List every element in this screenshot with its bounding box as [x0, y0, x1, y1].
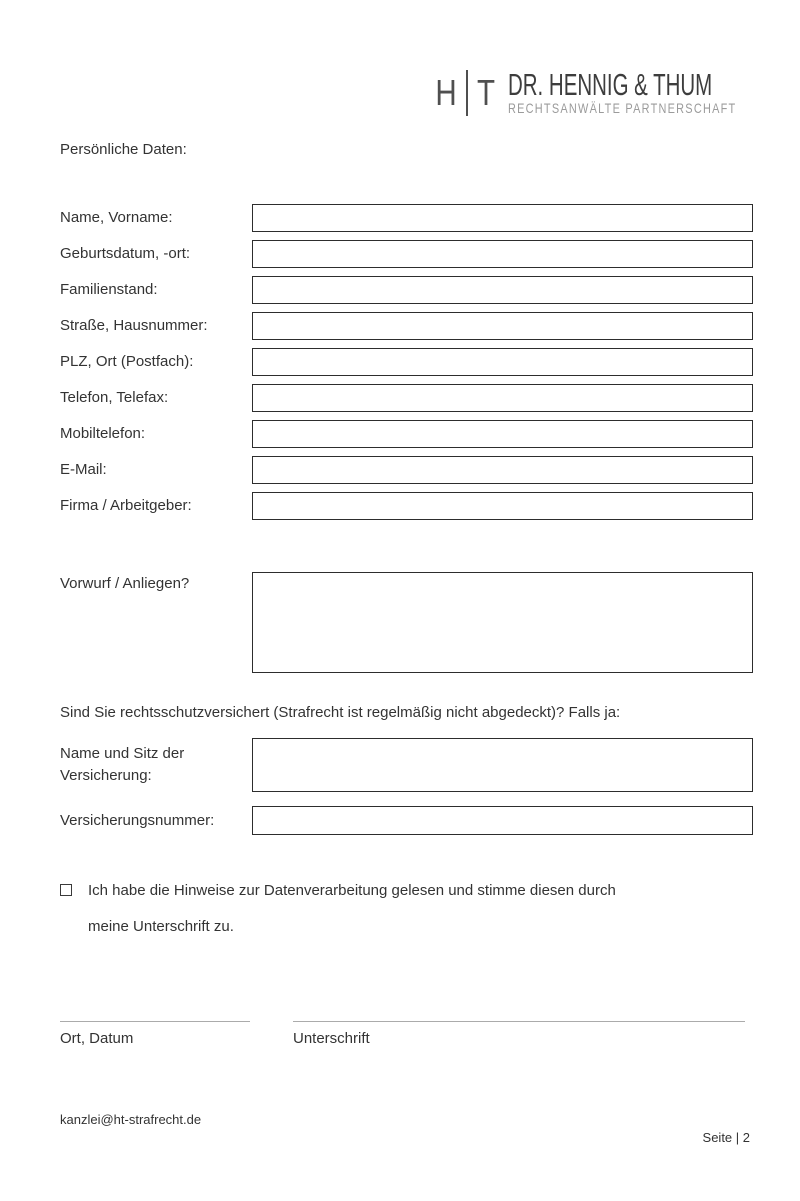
versicherungsnummer-input[interactable] — [252, 806, 753, 835]
plz-ort-postfach-input[interactable] — [252, 348, 753, 376]
insurance-number-row — [60, 806, 753, 835]
logo-letter-t: T — [476, 72, 496, 113]
form-field-row — [60, 456, 753, 484]
field-label: Geburtsdatum, -ort: — [60, 245, 191, 262]
field-label: Vorwurf / Anliegen? — [60, 575, 190, 592]
name-vorname-input[interactable] — [252, 204, 753, 232]
familienstand-input[interactable] — [252, 276, 753, 304]
form-field-row — [60, 420, 753, 448]
footer-email: kanzlei@ht-strafrecht.de — [60, 1112, 202, 1127]
footer-page-number: Seite | 2 — [702, 1130, 750, 1145]
consent-section — [60, 883, 663, 935]
signature-place-date — [60, 1021, 250, 1047]
signature-label: Unterschrift — [293, 1030, 370, 1047]
logo-divider-bar — [466, 70, 468, 116]
consent-text-line1: Ich habe die Hinweise zur Datenverarbeitung gelesen und stimme diesen durch — [88, 882, 616, 899]
mobiltelefon-input[interactable] — [252, 420, 753, 448]
signature-section — [60, 1021, 753, 1047]
email-input[interactable] — [252, 456, 753, 484]
field-label: Mobiltelefon: — [60, 425, 146, 442]
form-field-row — [60, 348, 753, 376]
consent-text — [88, 883, 663, 935]
field-label: Versicherungsnummer: — [60, 811, 215, 829]
vorwurf-anliegen-textarea[interactable] — [252, 572, 753, 673]
consent-text-line2: meine Unterschrift zu. — [88, 918, 234, 935]
geburtsdatum-ort-input[interactable] — [252, 240, 753, 268]
signature-field — [293, 1021, 745, 1047]
logo-monogram — [433, 70, 497, 116]
logo-firm-subtitle: RECHTSANWÄLTE PARTNERSCHAFT — [508, 100, 737, 116]
form-field-row — [60, 204, 753, 232]
field-label: PLZ, Ort (Postfach): — [60, 353, 194, 370]
logo-letter-h: H — [435, 72, 457, 113]
form-field-row — [60, 240, 753, 268]
field-label: Straße, Hausnummer: — [60, 317, 208, 334]
field-label: E-Mail: — [60, 461, 107, 478]
firma-arbeitgeber-input[interactable] — [252, 492, 753, 520]
form-field-row — [60, 276, 753, 304]
telefon-telefax-input[interactable] — [252, 384, 753, 412]
field-label: Firma / Arbeitgeber: — [60, 497, 192, 514]
logo-firm-name: DR. HENNIG & THUM — [508, 67, 713, 102]
vorwurf-anliegen-row — [60, 572, 753, 673]
consent-checkbox[interactable] — [60, 884, 72, 896]
personal-data-form — [60, 204, 753, 528]
insurance-name-row — [60, 738, 753, 792]
section-title: Persönliche Daten: — [60, 141, 187, 158]
insurance-question: Sind Sie rechtsschutzversichert (Strafrecht ist regelmäßig nicht abgedeckt)? Falls ja: — [60, 704, 621, 721]
field-label: Name und Sitz der Versicherung: — [60, 745, 185, 784]
form-field-row — [60, 492, 753, 520]
versicherung-name-sitz-input[interactable] — [252, 738, 753, 792]
logo-text — [508, 67, 800, 116]
field-label: Name, Vorname: — [60, 209, 173, 226]
form-field-row — [60, 384, 753, 412]
law-firm-logo — [433, 67, 800, 116]
field-label: Familienstand: — [60, 281, 158, 298]
signature-place-date-label: Ort, Datum — [60, 1030, 134, 1047]
strasse-hausnummer-input[interactable] — [252, 312, 753, 340]
field-label: Telefon, Telefax: — [60, 389, 169, 406]
form-field-row — [60, 312, 753, 340]
